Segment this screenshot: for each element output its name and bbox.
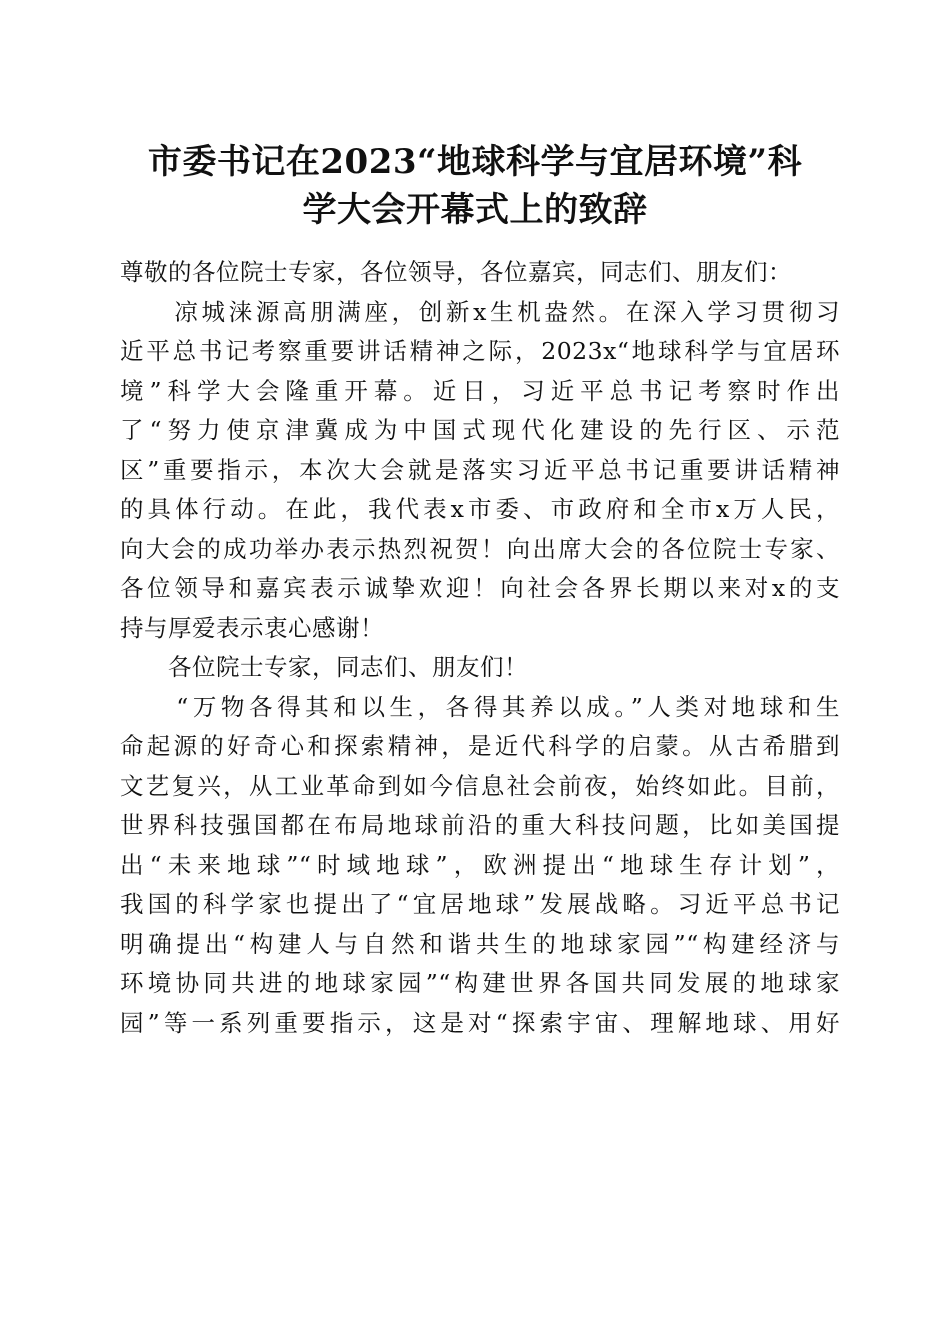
text-line: 出“未来地球”“时域地球”，欧洲提出“地球生存计划”， — [120, 850, 840, 879]
text-line: 各位领导和嘉宾表示诚挚欢迎！向社会各界长期以来对x的支 — [120, 574, 840, 602]
text-line: 境”科学大会隆重开幕。近日，习近平总书记考察时作出 — [120, 376, 840, 405]
text-line: 命起源的好奇心和探索精神，是近代科学的启蒙。从古希腊到 — [120, 732, 840, 760]
body-paragraph — [120, 688, 840, 1044]
text-line: 文艺复兴，从工业革命到如今信息社会前夜，始终如此。目前， — [120, 771, 840, 800]
address-paragraph — [120, 648, 840, 688]
text-line: 近平总书记考察重要讲话精神之际，2023x“地球科学与宜居环 — [120, 337, 840, 365]
text-line: 凉城涞源高朋满座，创新x生机盎然。在深入学习贯彻习 — [120, 297, 840, 326]
text-line: “万物各得其和以生，各得其养以成。”人类对地球和生 — [120, 692, 840, 721]
opening-paragraph — [120, 293, 840, 649]
text-line: 持与厚爱表示衷心感谢！ — [120, 613, 384, 642]
text-line: 明确提出“构建人与自然和谐共生的地球家园”“构建经济与 — [120, 929, 840, 958]
text-line: 我国的科学家也提出了“宜居地球”发展战略。习近平总书记 — [120, 890, 840, 918]
text-line: 区”重要指示，本次大会就是落实习近平总书记重要讲话精神 — [120, 455, 840, 484]
text-line: 环境协同共进的地球家园”“构建世界各国共同发展的地球家 — [120, 969, 840, 997]
text-line: 尊敬的各位院士专家，各位领导，各位嘉宾，同志们、朋友们： — [120, 258, 792, 286]
title-line: 学大会开幕式上的致辞 — [302, 190, 648, 230]
title-line: 市委书记在2023“地球科学与宜居环境”科 — [147, 142, 803, 182]
text-line: 向大会的成功举办表示热烈祝贺！向出席大会的各位院士专家、 — [120, 534, 840, 563]
text-line: 的具体行动。在此，我代表x市委、市政府和全市x万人民， — [120, 495, 840, 523]
document-body — [120, 253, 840, 1043]
text-line: 园”等一系列重要指示，这是对“探索宇宙、理解地球、用好 — [120, 1008, 840, 1037]
text-line: 世界科技强国都在布局地球前沿的重大科技问题，比如美国提 — [120, 811, 840, 839]
salutation-paragraph — [120, 253, 840, 293]
text-line: 各位院士专家，同志们、朋友们！ — [120, 653, 528, 681]
page-title — [110, 138, 840, 234]
text-line: 了“努力使京津冀成为中国式现代化建设的先行区、示范 — [120, 416, 840, 444]
